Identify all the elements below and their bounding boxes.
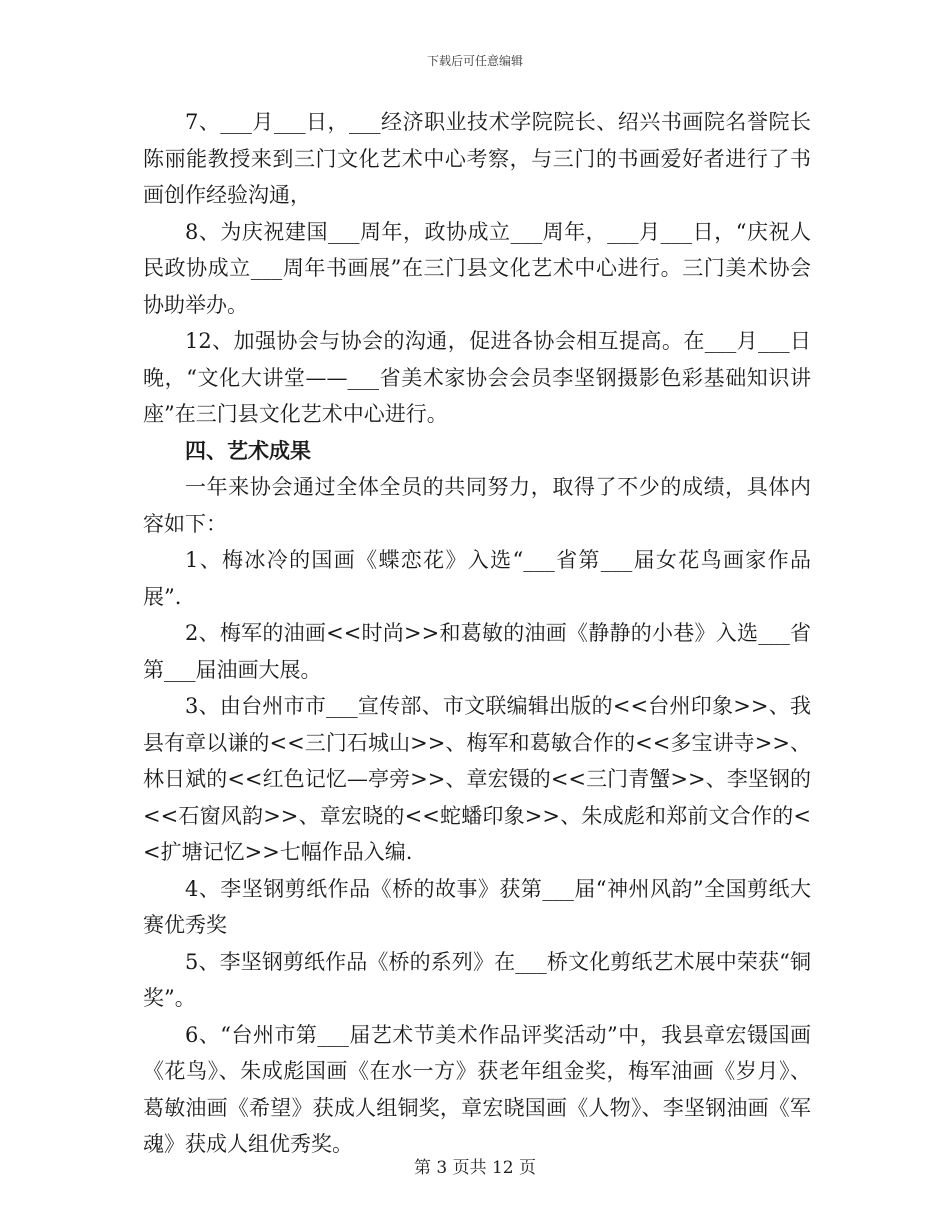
paragraph-intro: 一年来协会通过全体全员的共同努力，取得了不少的成绩，具体内容如下：: [143, 475, 811, 536]
achievement-item-1: 1、梅冰冷的国画《蝶恋花》入选“___省第___届女花鸟画家作品展”.: [143, 548, 811, 609]
document-body: [143, 104, 811, 1163]
achievement-item-3: 3、由台州市市___宣传部、市文联编辑出版的<<台州印象>>、我县有章以谦的<<三门石城山>>、梅军和葛敏合作的<<多宝讲寺>>、林日斌的<<红色记忆—亭旁>>、章宏镊的<<三门青蟹>>、李坚钢的<<石窗风韵>>、章宏晓的<<蛇蟠印象>>、朱成彪和郑前文合作的<<扩塘记忆>>七幅作品入编.: [143, 694, 811, 864]
achievement-item-2: 2、梅军的油画<<时尚>>和葛敏的油画《静静的小巷》入选___省第___届油画大展。: [143, 621, 811, 682]
achievement-item-5: 5、李坚钢剪纸作品《桥的系列》在___桥文化剪纸艺术展中荣获“铜奖”。: [143, 949, 811, 1010]
achievement-item-4: 4、李坚钢剪纸作品《桥的故事》获第___届“神州风韵”全国剪纸大赛优秀奖: [143, 876, 811, 937]
page-header: 下载后可任意编辑: [426, 54, 523, 68]
paragraph-item-12: 12、加强协会与协会的沟通，促进各协会相互提高。在___月___日晚，“文化大讲堂——___省美术家协会会员李坚钢摄影色彩基础知识讲座”在三门县文化艺术中心进行。: [143, 329, 811, 426]
page-number: 第 3 页共 12 页: [413, 1158, 537, 1178]
paragraph-item-7: 7、___月___日，___经济职业技术学院院长、绍兴书画院名誉院长陈丽能教授来到三门文化艺术中心考察，与三门的书画爱好者进行了书画创作经验沟通，: [143, 110, 811, 207]
section-heading-art-achievements: 四、艺术成果: [185, 438, 311, 463]
paragraph-item-8: 8、为庆祝建国___周年，政协成立___周年，___月___日，“庆祝人民政协成立___周年书画展”在三门县文化艺术中心进行。三门美术协会协助举办。: [143, 219, 811, 317]
achievement-item-6: 6、“台州市第___届艺术节美术作品评奖活动”中，我县章宏镊国画《花鸟》、朱成彪国画《在水一方》获老年组金奖，梅军油画《岁月》、葛敏油画《希望》获成人组铜奖，章宏晓国画《人物》、李坚钢油画《军魂》获成人组优秀奖。: [143, 1022, 811, 1156]
